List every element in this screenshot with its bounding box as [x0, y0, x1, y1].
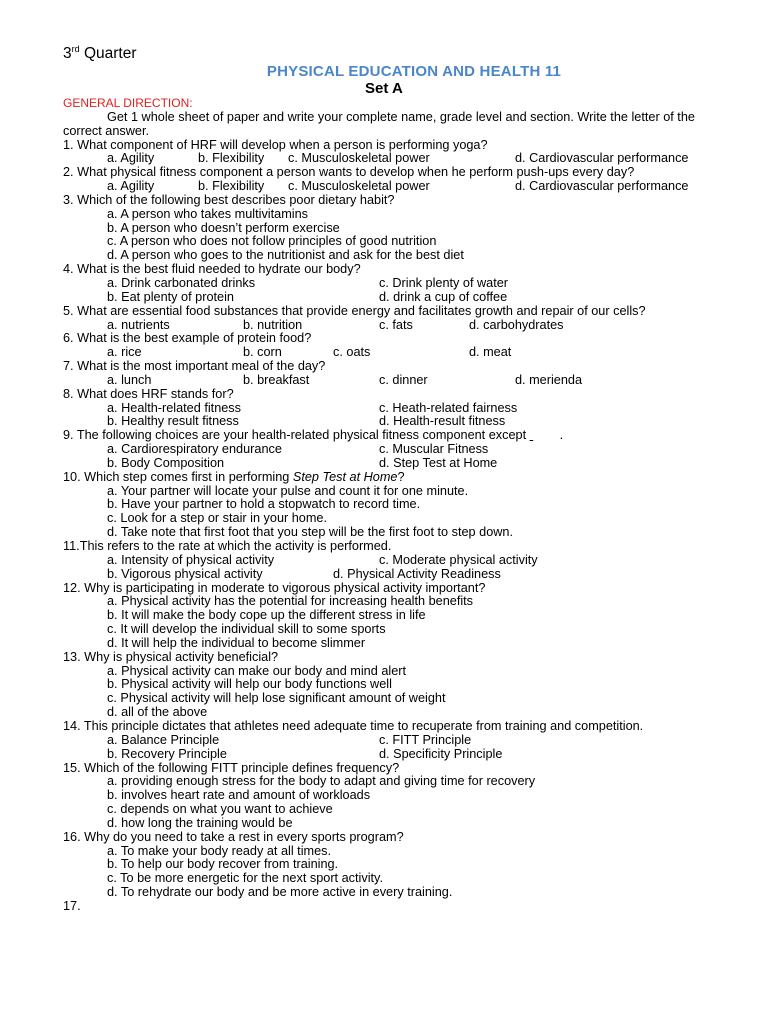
- option: b. Recovery Principle: [107, 746, 227, 761]
- emphasis: Step Test at Home: [292, 469, 398, 484]
- question-4: 4. What is the best fluid needed to hydrate our body?: [63, 262, 361, 277]
- question-11: 11.This refers to the rate at which the activity is performed.: [63, 539, 392, 553]
- option: b. To help our body recover from training.: [107, 857, 339, 872]
- options-row: [63, 291, 723, 305]
- option: c. Musculoskeletal power: [288, 151, 430, 166]
- general-direction-text: Get 1 whole sheet of paper and write your complete name, grade level and section. Write the letter of the correct answer.: [63, 109, 695, 138]
- question-14: 14. This principle dictates that athletes need adequate time to recuperate from training and competition.: [63, 718, 644, 733]
- options-row: [63, 734, 723, 748]
- option: d. all of the above: [107, 705, 208, 720]
- option: d. Take note that first foot that you step will be the first foot to step down.: [107, 525, 513, 540]
- option: c. depends on what you want to achieve: [107, 802, 333, 817]
- answer-blank: [530, 429, 560, 443]
- question-5: 5. What are essential food substances that provide energy and facilitates growth and repair of our cells?: [63, 303, 646, 318]
- options-row: [63, 277, 723, 291]
- option: b. Flexibility: [198, 179, 265, 194]
- question-1: 1. What component of HRF will develop when a person is performing yoga?: [63, 137, 488, 152]
- exam-content: [63, 97, 723, 914]
- option: a. Your partner will locate your pulse and count it for one minute.: [107, 483, 469, 498]
- option: b. Have your partner to hold a stopwatch to record time.: [107, 497, 421, 512]
- option: c. Look for a step or stair in your home.: [107, 511, 328, 526]
- options-row: [63, 374, 723, 388]
- options-row: [63, 457, 723, 471]
- options-row: [63, 152, 723, 166]
- options-row: [63, 443, 723, 457]
- options-row: [63, 402, 723, 416]
- option: a. Physical activity can make our body and mind alert: [107, 663, 407, 678]
- option: d. carbohydrates: [469, 317, 564, 332]
- option: a. A person who takes multivitamins: [107, 206, 308, 221]
- question-17: 17.: [63, 898, 81, 913]
- general-direction-label: GENERAL DIRECTION:: [63, 96, 193, 110]
- option: a. Cardiorespiratory endurance: [107, 442, 282, 457]
- question-8: 8. What does HRF stands for?: [63, 386, 234, 401]
- question-3: 3. Which of the following best describes poor dietary habit?: [63, 192, 395, 207]
- option: c. Drink plenty of water: [379, 275, 509, 290]
- page-title: PHYSICAL EDUCATION AND HEALTH 11: [266, 63, 562, 80]
- question-10: 10. Which step comes first in performing Step Test at Home?: [63, 469, 405, 484]
- option: b. Body Composition: [107, 455, 225, 470]
- option: b. involves heart rate and amount of workloads: [107, 788, 371, 803]
- option: c. It will develop the individual skill to some sports: [107, 622, 386, 637]
- option: a. nutrients: [107, 317, 170, 332]
- option: b. Eat plenty of protein: [107, 289, 234, 304]
- option: c. fats: [379, 317, 413, 332]
- option: b. Physical activity will help our body functions well: [107, 677, 392, 692]
- option: d. Physical Activity Readiness: [333, 566, 501, 581]
- option: d. A person who goes to the nutritionist and ask for the best diet: [107, 248, 464, 263]
- option: c. A person who does not follow principles of good nutrition: [107, 234, 437, 249]
- option: d. Step Test at Home: [379, 455, 498, 470]
- option: c. oats: [333, 345, 371, 360]
- option: c. Heath-related fairness: [379, 400, 518, 415]
- option: d. To rehydrate our body and be more active in every training.: [107, 885, 453, 900]
- option: a. Health-related fitness: [107, 400, 241, 415]
- option: d. Cardiovascular performance: [515, 151, 689, 166]
- option: b. A person who doesn’t perform exercise: [107, 220, 340, 235]
- option: c. Physical activity will help lose significant amount of weight: [107, 691, 446, 706]
- option: a. To make your body ready at all times.: [107, 843, 332, 858]
- option: d. Specificity Principle: [379, 746, 503, 761]
- question-15: 15. Which of the following FITT principle defines frequency?: [63, 760, 400, 775]
- question-9: 9. The following choices are your health-related physical fitness component except .: [63, 428, 564, 443]
- question-13: 13. Why is physical activity beneficial?: [63, 649, 279, 664]
- option: a. Drink carbonated drinks: [107, 275, 256, 290]
- question-12: 12. Why is participating in moderate to vigorous physical activity important?: [63, 580, 486, 595]
- option: c. Muscular Fitness: [379, 442, 489, 457]
- option: b. It will make the body cope up the different stress in life: [107, 608, 426, 623]
- quarter-label: 3rd Quarter: [63, 44, 137, 62]
- options-row: [63, 568, 723, 582]
- option: c. Moderate physical activity: [379, 552, 538, 567]
- option: b. Healthy result fitness: [107, 414, 239, 429]
- question-2: 2. What physical fitness component a person wants to develop when he perform push-ups every day?: [63, 165, 635, 180]
- option: b. breakfast: [243, 372, 310, 387]
- option: b. Vigorous physical activity: [107, 566, 263, 581]
- options-row: [63, 180, 723, 194]
- option: c. dinner: [379, 372, 428, 387]
- option: a. lunch: [107, 372, 152, 387]
- options-row: [63, 346, 723, 360]
- options-row: [63, 748, 723, 762]
- option: a. Balance Principle: [107, 732, 220, 747]
- option: d. how long the training would be: [107, 815, 293, 830]
- options-row: [63, 319, 723, 333]
- option: a. Intensity of physical activity: [107, 552, 275, 567]
- option: d. meat: [469, 345, 512, 360]
- options-row: [63, 415, 723, 429]
- question-6: 6. What is the best example of protein food?: [63, 331, 312, 346]
- option: c. FITT Principle: [379, 732, 472, 747]
- question-16: 16. Why do you need to take a rest in every sports program?: [63, 829, 404, 844]
- option: a. rice: [107, 345, 142, 360]
- option: c. Musculoskeletal power: [288, 179, 430, 194]
- option: a. Agility: [107, 151, 155, 166]
- options-row: [63, 554, 723, 568]
- option: a. Agility: [107, 179, 155, 194]
- option: b. corn: [243, 345, 282, 360]
- option: b. nutrition: [243, 317, 303, 332]
- option: c. To be more energetic for the next sport activity.: [107, 871, 383, 886]
- option: d. Health-result fitness: [379, 414, 506, 429]
- question-7: 7. What is the most important meal of the day?: [63, 359, 326, 374]
- option: b. Flexibility: [198, 151, 265, 166]
- option: d. Cardiovascular performance: [515, 179, 689, 194]
- option: a. providing enough stress for the body to adapt and giving time for recovery: [107, 774, 536, 789]
- option: d. drink a cup of coffee: [379, 289, 508, 304]
- option: d. It will help the individual to become slimmer: [107, 635, 366, 650]
- option: a. Physical activity has the potential for increasing health benefits: [107, 594, 474, 609]
- option: d. merienda: [515, 372, 582, 387]
- set-label: Set A: [365, 80, 403, 97]
